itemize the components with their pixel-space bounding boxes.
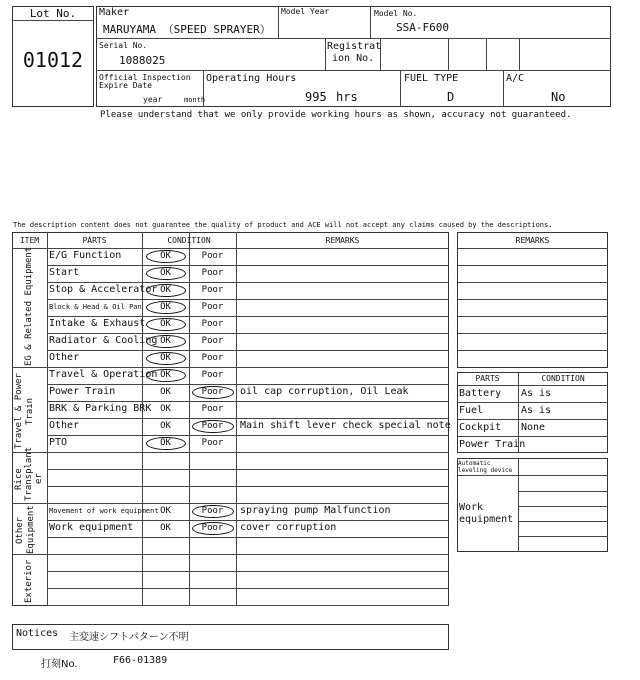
grid-line (12, 554, 449, 555)
model-no-label: Model No. (374, 9, 418, 18)
auto-leveling-label: Automatic leveling device (458, 460, 513, 474)
row-poor: Poor (201, 370, 224, 380)
registration-label-2: ion No. (332, 53, 375, 64)
grid-line (47, 232, 48, 606)
ok-circle-mark (146, 352, 186, 365)
row-part: Power Train (49, 386, 116, 397)
work-equipment-label-2: equipment (459, 514, 514, 525)
grid-line (47, 520, 449, 521)
work-equipment-label-1: Work (459, 502, 484, 513)
grid-line (47, 588, 449, 589)
grid-line (47, 333, 449, 334)
month-label: month (184, 96, 206, 104)
right-part-power-train: Power Train (459, 439, 526, 450)
row-part: E/G Function (49, 250, 122, 261)
row-poor: Poor (201, 285, 224, 295)
grid-line (47, 282, 449, 283)
poor-circle-mark (192, 522, 234, 535)
row-ok: OK (160, 336, 171, 346)
right-parts-header: PARTS (475, 374, 500, 383)
row-ok: OK (160, 387, 171, 397)
ok-circle-mark (146, 284, 186, 297)
row-part: Block & Head & Oil Pan (49, 303, 142, 311)
col-remarks-header: REMARKS (325, 236, 360, 245)
row-remark: spraying pump Malfunction (240, 505, 391, 516)
row-remark: oil cap corruption, Oil Leak (240, 386, 409, 397)
fuel-value: D (447, 90, 455, 104)
right-part-battery: Battery (459, 388, 502, 399)
col-condition-header: CONDITION (167, 236, 211, 245)
model-year-label: Model Year (281, 7, 330, 16)
poor-circle-mark (192, 386, 234, 399)
grid-line (12, 452, 449, 453)
ok-circle-mark (146, 301, 186, 314)
ok-circle-mark (146, 335, 186, 348)
grid-line (47, 571, 449, 572)
row-ok: OK (160, 370, 171, 380)
group-other-label: Other Equipment (15, 505, 36, 555)
row-ok: OK (160, 268, 171, 278)
row-ok: OK (160, 506, 171, 516)
right-cond-cockpit: None (521, 422, 546, 433)
row-poor: Poor (201, 506, 224, 516)
row-poor: Poor (201, 302, 224, 312)
row-remark: Main shift lever check special note (240, 420, 451, 431)
hours-label: Operating Hours (206, 73, 297, 84)
row-poor: Poor (201, 438, 224, 448)
serial-value: 1088025 (119, 54, 166, 67)
ac-value: No (551, 90, 566, 104)
row-poor: Poor (201, 319, 224, 329)
year-label: year (143, 95, 163, 104)
row-ok: OK (160, 438, 171, 448)
right-cond-battery: As is (521, 388, 552, 399)
grid-line (47, 605, 449, 606)
row-poor: Poor (201, 421, 224, 431)
grid-line (12, 367, 449, 368)
grid-line (457, 248, 608, 249)
row-part: Intake & Exhaust (49, 318, 146, 329)
row-ok: OK (160, 523, 171, 533)
right-condition-header: CONDITION (541, 374, 585, 383)
serial-label: Serial No. (99, 41, 148, 50)
right-remarks-box (457, 232, 608, 368)
stamp-value: F66-01389 (113, 655, 168, 666)
row-part: Movement of work equipment (49, 507, 159, 515)
row-part: PTO (49, 437, 68, 448)
stamp-label: 打刻No. (41, 659, 78, 670)
col-parts-header: PARTS (82, 236, 107, 245)
grid-line (457, 350, 608, 351)
ok-circle-mark (146, 437, 186, 450)
registration-label-1: Registrat (327, 41, 382, 52)
row-poor: Poor (201, 404, 224, 414)
row-part: Travel & Operation (49, 369, 158, 380)
ok-circle-mark (146, 369, 186, 382)
row-remark: cover corruption (240, 522, 337, 533)
ok-circle-mark (146, 250, 186, 263)
hours-disclaimer: Please understand that we only provide working hours as shown, accuracy not guaranteed. (100, 110, 572, 120)
row-part: Start (49, 267, 80, 278)
right-cond-fuel: As is (521, 405, 552, 416)
ok-circle-mark (146, 267, 186, 280)
maker-value: MARUYAMA （SPEED SPRAYER） (103, 23, 271, 36)
row-part: Work equipment (49, 522, 134, 533)
right-part-cockpit: Cockpit (459, 422, 502, 433)
group-travel-label: Travel & Power Train (14, 373, 35, 449)
right-part-fuel: Fuel (459, 405, 484, 416)
right-remarks-header: REMARKS (515, 236, 550, 245)
grid-line (47, 537, 449, 538)
group-eg-label: EG & Related Equipment (24, 246, 34, 366)
description-disclaimer: The description content does not guarantee the quality of product and ACE will not accept any claims caused by the descriptions. (13, 221, 553, 229)
row-part: Radiator & Cooling (49, 335, 158, 346)
ac-label: A/C (506, 73, 525, 84)
maker-label: Maker (99, 7, 130, 18)
grid-line (457, 282, 608, 283)
grid-line (47, 469, 449, 470)
lot-number: 01012 (22, 48, 84, 72)
row-poor: Poor (201, 523, 224, 533)
grid-line (47, 299, 449, 300)
grid-line (47, 384, 449, 385)
model-no-value: SSA-F600 (396, 21, 449, 34)
inspection-label-2: Expire Date (99, 81, 152, 90)
grid-line (47, 316, 449, 317)
grid-line (236, 232, 237, 606)
row-poor: Poor (201, 251, 224, 261)
row-ok: OK (160, 421, 171, 431)
row-poor: Poor (201, 336, 224, 346)
grid-line (12, 248, 449, 249)
notices-label: Notices (16, 628, 59, 639)
group-rice-label: Rice Transplant er (14, 446, 44, 501)
hours-unit: hrs (336, 90, 358, 104)
hours-value: 995 (305, 90, 327, 104)
row-ok: OK (160, 319, 171, 329)
row-ok: OK (160, 353, 171, 363)
row-part: Stop & Accelerator (49, 284, 158, 295)
group-exterior-label: Exterior (24, 559, 34, 603)
grid-line (12, 503, 449, 504)
row-poor: Poor (201, 268, 224, 278)
grid-line (47, 350, 449, 351)
fuel-label: FUEL TYPE (404, 73, 459, 84)
row-part: Other (49, 352, 80, 363)
notices-value: 主変速シフトパターン不明 (69, 632, 189, 643)
row-ok: OK (160, 285, 171, 295)
row-part: Other (49, 420, 80, 431)
lot-label: Lot No. (29, 7, 77, 20)
grid-line (457, 333, 608, 334)
grid-line (457, 265, 608, 266)
row-poor: Poor (201, 353, 224, 363)
poor-circle-mark (192, 505, 234, 518)
grid-line (457, 299, 608, 300)
row-ok: OK (160, 404, 171, 414)
col-item-header: ITEM (19, 236, 40, 245)
grid-line (457, 316, 608, 317)
grid-line (47, 265, 449, 266)
row-ok: OK (160, 251, 171, 261)
row-part: BRK & Parking BRK (49, 403, 152, 414)
grid-line (47, 486, 449, 487)
grid-line (47, 401, 449, 402)
inspection-label-1: Official Inspection (99, 73, 191, 82)
grid-line (47, 418, 449, 419)
row-poor: Poor (201, 387, 224, 397)
ok-circle-mark (146, 318, 186, 331)
poor-circle-mark (192, 420, 234, 433)
grid-line (47, 435, 449, 436)
row-ok: OK (160, 302, 171, 312)
